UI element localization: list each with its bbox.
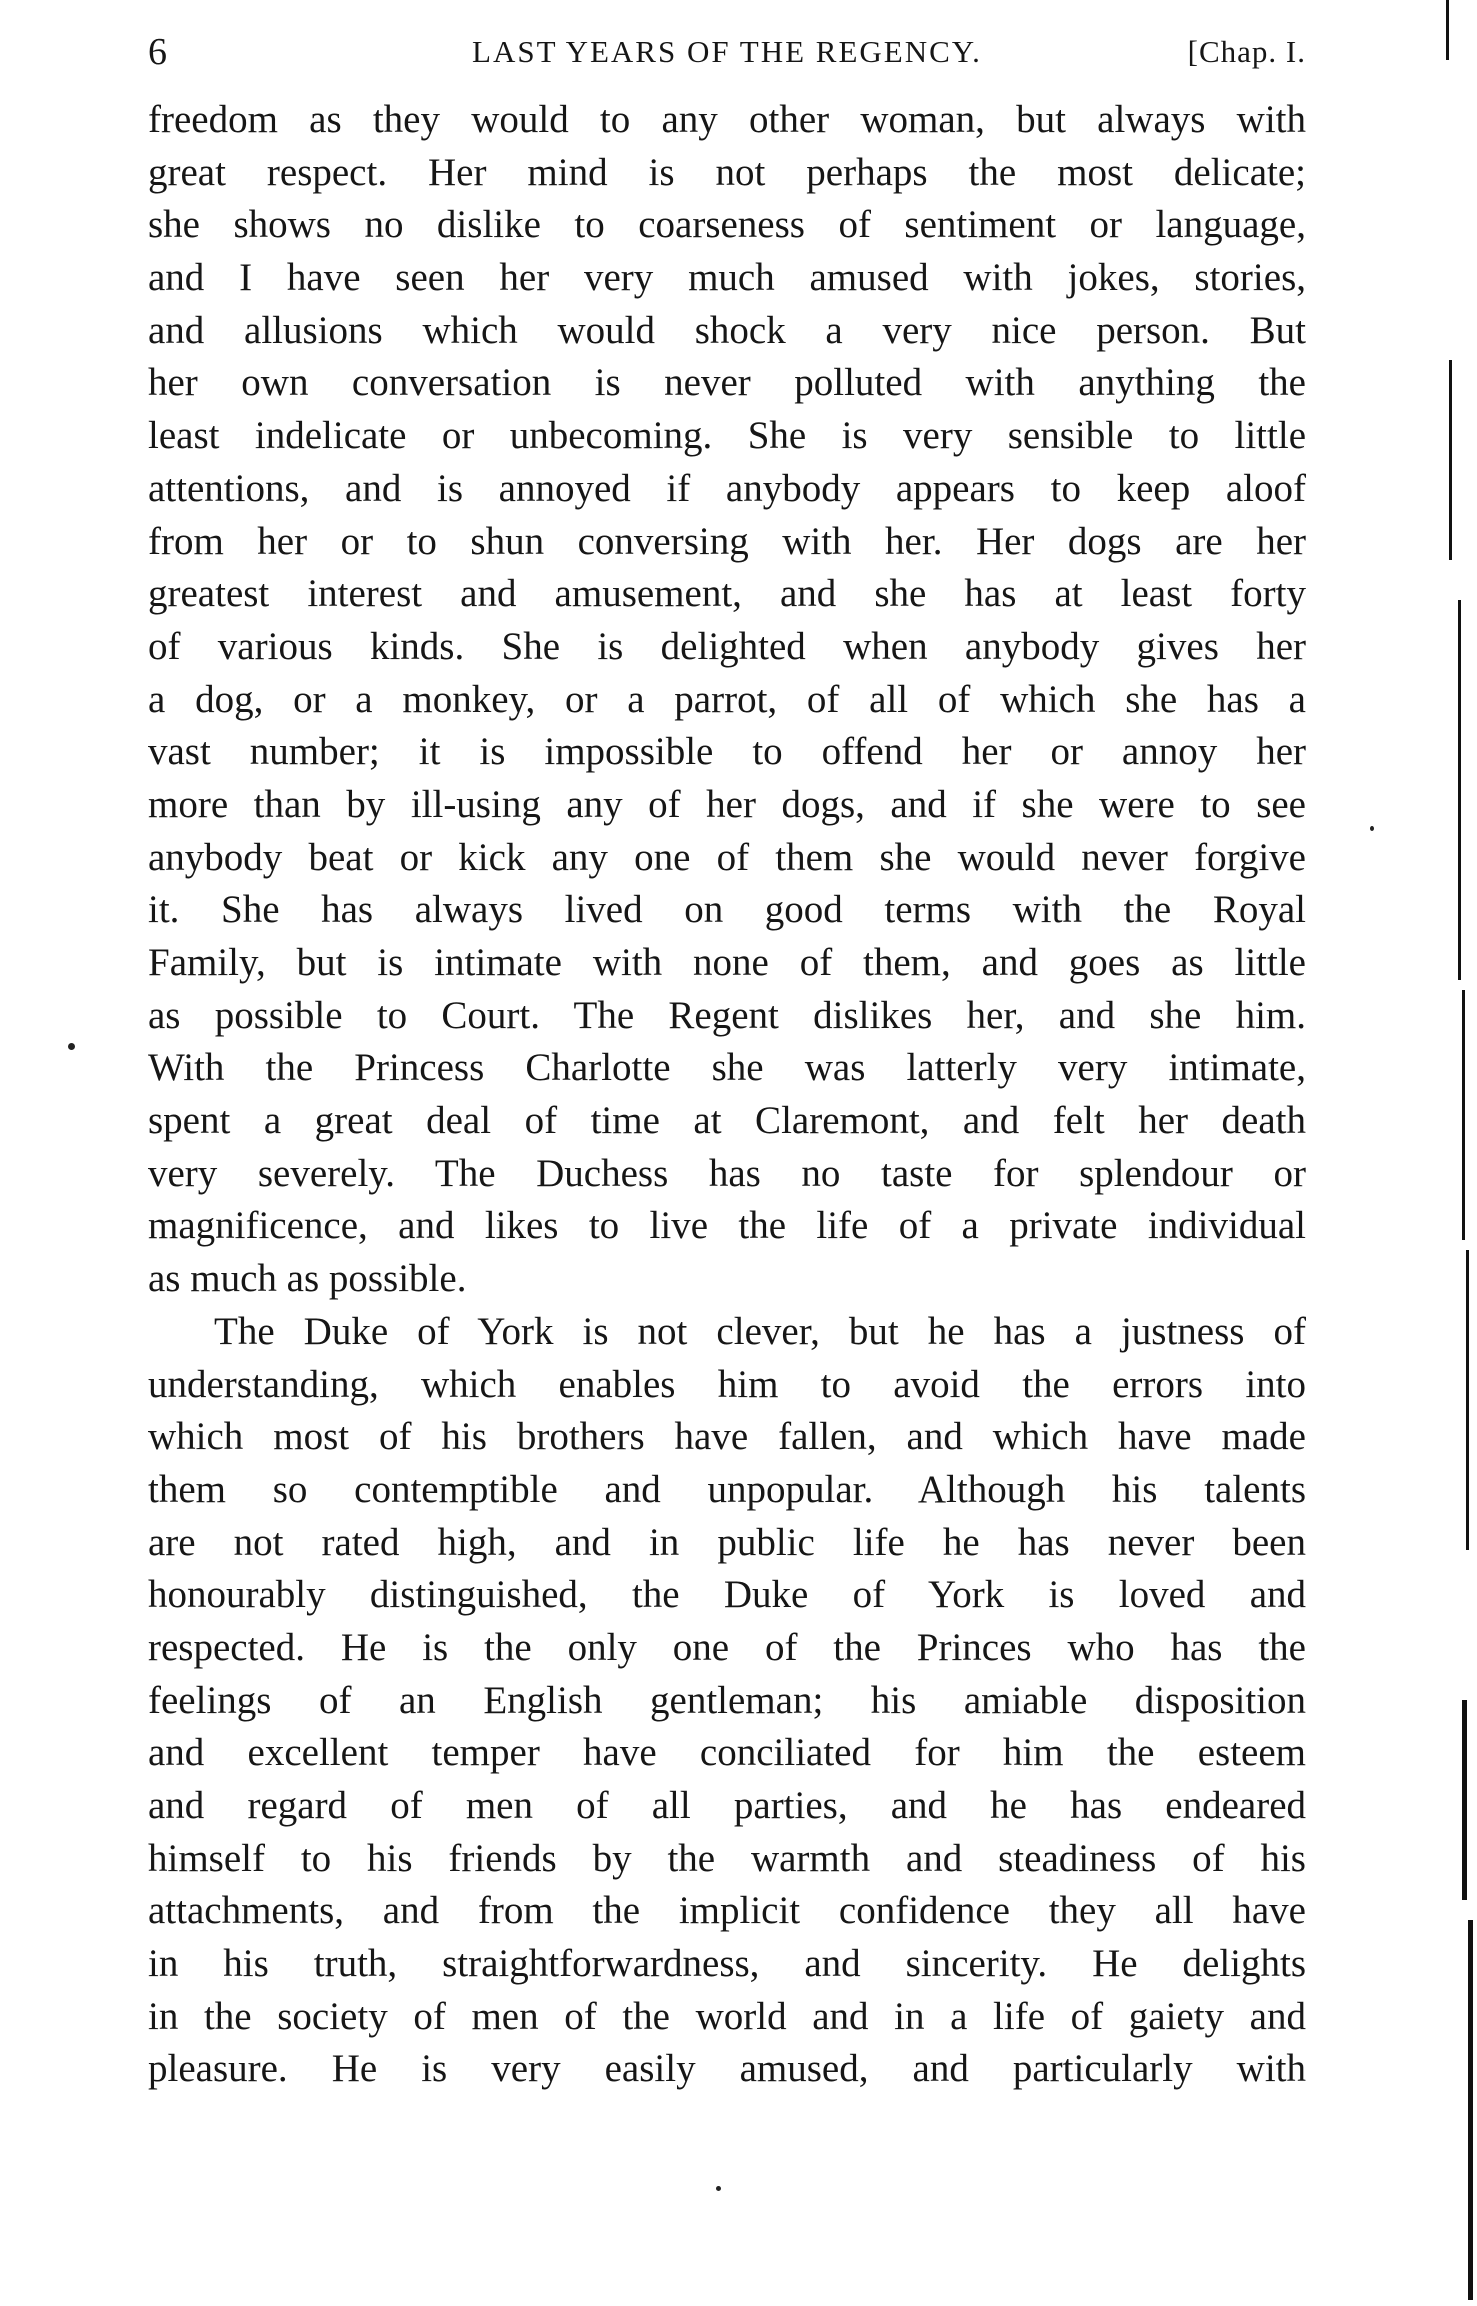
text-line: it. She has always lived on good terms with the Royal: [148, 888, 1306, 932]
text-line: her own conversation is never polluted with anything the: [148, 361, 1306, 405]
text-line: magnificence, and likes to live the life of a private individual: [148, 1204, 1306, 1248]
binding-edge: [1466, 1250, 1469, 1550]
text-line: feelings of an English gentleman; his amiable disposition: [148, 1678, 1306, 1722]
text-line: in the society of men of the world and in a life of gaiety and: [148, 1994, 1306, 2038]
text-line: and excellent temper have conciliated for him the esteem: [148, 1731, 1306, 1775]
text-line: greatest interest and amusement, and she has at least forty: [148, 572, 1306, 616]
text-line: and I have seen her very much amused with jokes, stories,: [148, 256, 1306, 300]
paragraph-duchess: [148, 94, 1306, 1306]
text-line: are not rated high, and in public life he has never been: [148, 1520, 1306, 1564]
page-number: 6: [148, 31, 168, 73]
text-line: respected. He is the only one of the Princes who has the: [148, 1625, 1306, 1669]
page-header: [148, 30, 1306, 80]
text-line: freedom as they would to any other woman, but always with: [148, 98, 1306, 141]
text-line: more than by ill-using any of her dogs, and if she were to see: [148, 782, 1306, 826]
running-title: LAST YEARS OF THE REGENCY.: [472, 34, 982, 69]
scan-speck: [716, 2186, 721, 2191]
binding-edge: [1449, 360, 1452, 560]
binding-edge: [1462, 1700, 1467, 1900]
text-line: attentions, and is annoyed if anybody appears to keep aloof: [148, 466, 1306, 510]
text-line: Family, but is intimate with none of them, and goes as little: [148, 941, 1306, 984]
chapter-reference: [Chap. I.: [1187, 34, 1306, 69]
text-line: With the Princess Charlotte she was latterly very intimate,: [148, 1046, 1306, 1090]
text-line: very severely. The Duchess has no taste for splendour or: [148, 1151, 1306, 1195]
binding-edge: [1446, 0, 1449, 60]
text-line: which most of his brothers have fallen, and which have made: [148, 1415, 1306, 1459]
binding-edge: [1468, 1920, 1473, 2300]
text-line: as possible to Court. The Regent dislikes her, and she him.: [148, 993, 1306, 1037]
text-line: in his truth, straightforwardness, and sincerity. He delights: [148, 1942, 1306, 1986]
text-line: of various kinds. She is delighted when anybody gives her: [148, 624, 1306, 668]
text-line: least indelicate or unbecoming. She is very sensible to little: [148, 414, 1306, 458]
text-line: vast number; it is impossible to offend her or annoy her: [148, 730, 1306, 774]
text-line: honourably distinguished, the Duke of York is loved and: [148, 1573, 1306, 1617]
text-line: understanding, which enables him to avoid the errors into: [148, 1362, 1306, 1406]
scan-speck: [1370, 826, 1374, 831]
body-text: [148, 94, 1306, 2096]
text-line: himself to his friends by the warmth and steadiness of his: [148, 1836, 1306, 1880]
text-line: The Duke of York is not clever, but he has a justness of: [214, 1309, 1306, 1353]
text-line: a dog, or a monkey, or a parrot, of all of which she has a: [148, 677, 1306, 721]
text-line: spent a great deal of time at Claremont, and felt her death: [148, 1099, 1306, 1143]
scan-speck: [68, 1043, 75, 1050]
text-line: as much as possible.: [148, 1257, 467, 1301]
text-line: she shows no dislike to coarseness of sentiment or language,: [148, 203, 1306, 247]
text-line: and allusions which would shock a very nice person. But: [148, 308, 1306, 352]
text-line: great respect. Her mind is not perhaps the most delicate;: [148, 150, 1306, 194]
paragraph-duke-of-york: [148, 1306, 1306, 2096]
text-line: them so contemptible and unpopular. Although his talents: [148, 1467, 1306, 1511]
binding-edge: [1458, 600, 1461, 980]
binding-edge: [1462, 990, 1465, 1240]
text-line: from her or to shun conversing with her. Her dogs are her: [148, 519, 1306, 563]
text-line: and regard of men of all parties, and he has endeared: [148, 1784, 1306, 1827]
text-line: attachments, and from the implicit confidence they all have: [148, 1889, 1306, 1933]
text-line: anybody beat or kick any one of them she would never forgive: [148, 835, 1306, 879]
text-line: pleasure. He is very easily amused, and particularly with: [148, 2047, 1306, 2091]
